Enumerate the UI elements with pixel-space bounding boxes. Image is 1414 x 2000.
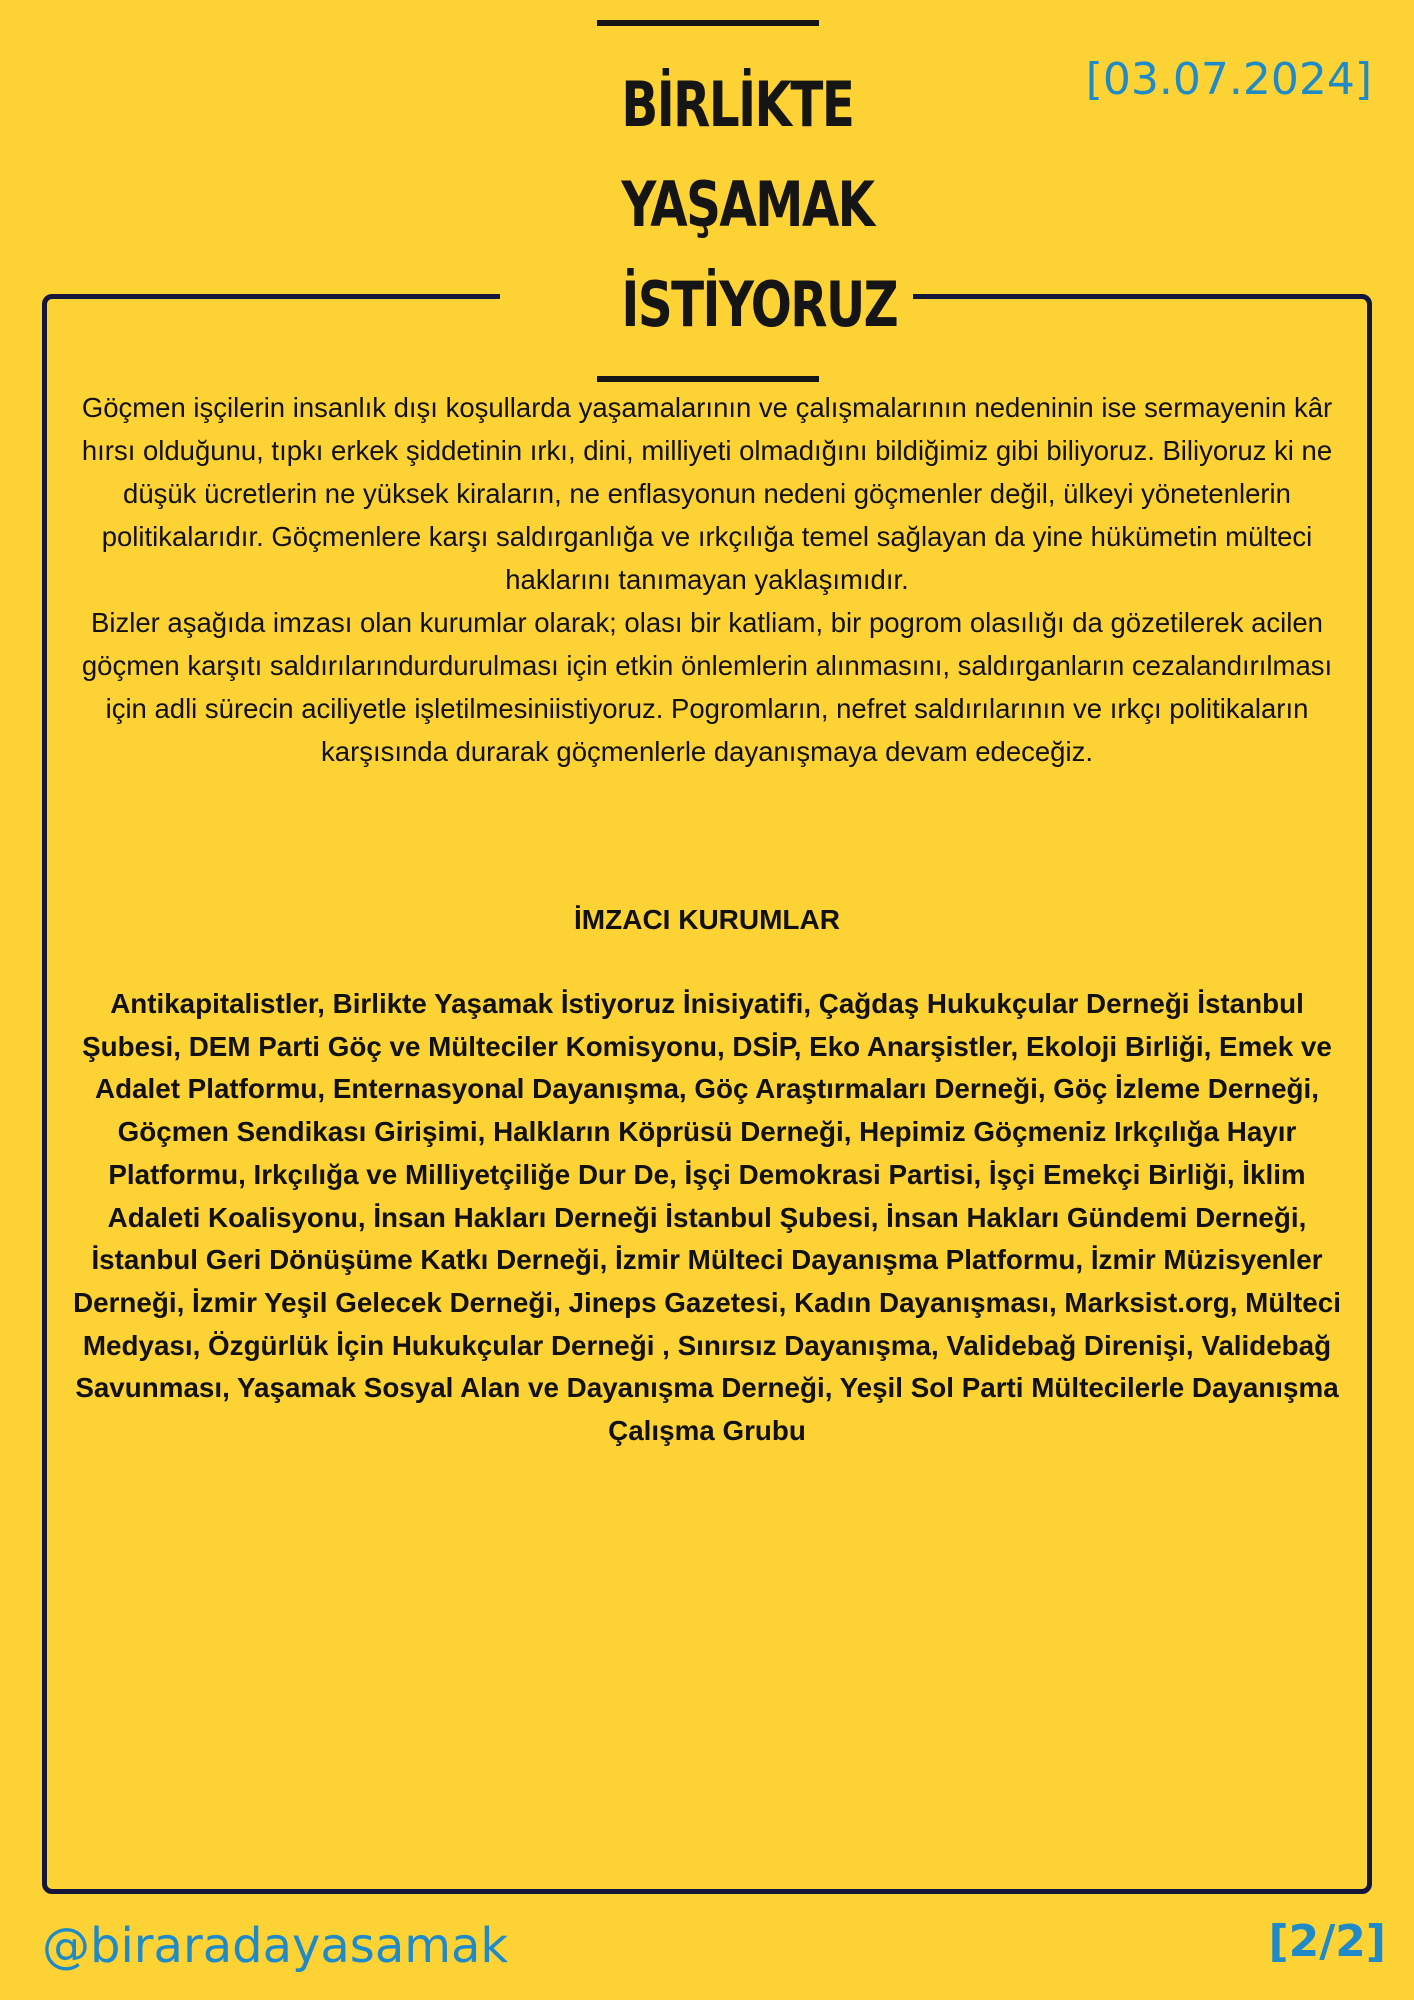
logo-line-3: İSTİYORUZ [621,268,898,341]
page-indicator: [2/2] [1268,1916,1386,1967]
logo-top-bar [597,20,819,26]
statement-paragraph-1: Göçmen işçilerin insanlık dışı koşullarda yaşamalarının ve çalışmalarının nedeninin ise sermayenin kâr hırsı olduğunu, tıpkı erkek şiddetinin ırkı, dini, milliyeti olmadığını bildiğimiz gibi biliyoruz. Biliyoruz ki ne düşük ücretlerin ne yüksek kiraların, ne enflasyonun nedeni göçmenler değil, ülkeyi yönetenlerin politikalarıdır. Göçmenlere karşı saldırganlığa ve ırkçılığa temel sağlayan da yine hükümetin mülteci haklarını tanımayan yaklaşımıdır. [81,392,1333,595]
statement-text [70,386,1344,773]
date-label: [03.07.2024] [1085,54,1372,105]
social-handle[interactable]: @biraradayasamak [42,1918,509,1974]
logo-bottom-bar [597,376,819,382]
signatories-heading: İMZACI KURUMLAR [574,904,840,935]
statement-paragraph-2: Bizler aşağıda imzası olan kurumlar olarak; olası bir katliam, bir pogrom olasılığı da gözetilerek acilen göçmen karşıtı saldırılarındurdurulması için etkin önlemlerin alınmasını, saldırganların cezalandırılması için adli sürecin aciliyetle işletilmesiniistiyoruz. Pogromların, nefret saldırılarının ve ırkçı politikaların karşısında durarak göçmenlerle dayanışmaya devam edeceğiz. [81,607,1333,767]
signatories-list: Antikapitalistler, Birlikte Yaşamak İstiyoruz İnisiyatifi, Çağdaş Hukukçular Derneği İstanbul Şubesi, DEM Parti Göç ve Mülteciler Komisyonu, DSİP, Eko Anarşistler, Ekoloji Birliği, Emek ve Adalet Platformu, Enternasyonal Dayanışma, Göç Araştırmaları Derneği, Göç İzleme Derneği, Göçmen Sendikası Girişimi, Halkların Köprüsü Derneği, Hepimiz Göçmeniz Irkçılığa Hayır Platformu, Irkçılığa ve Milliyetçiliğe Dur De, İşçi Demokrasi Partisi, İşçi Emekçi Birliği, İklim Adaleti Koalisyonu, İnsan Hakları Derneği İstanbul Şubesi, İnsan Hakları Gündemi Derneği, İstanbul Geri Dönüşüme Katkı Derneği, İzmir Mülteci Dayanışma Platformu, İzmir Müzisyenler Derneği, İzmir Yeşil Gelecek Derneği, Jineps Gazetesi, Kadın Dayanışması, Marksist.org, Mülteci Medyası, Özgürlük İçin Hukukçular Derneği , Sınırsız Dayanışma, Validebağ Direnişi, Validebağ Savunması, Yaşamak Sosyal Alan ve Dayanışma Derneği, Yeşil Sol Parti Mültecilerle Dayanışma Çalışma Grubu [73,988,1341,1447]
logo-line-2: YAŞAMAK [621,168,874,241]
logo-line-1: BİRLİKTE [621,68,854,141]
logo [597,20,898,386]
